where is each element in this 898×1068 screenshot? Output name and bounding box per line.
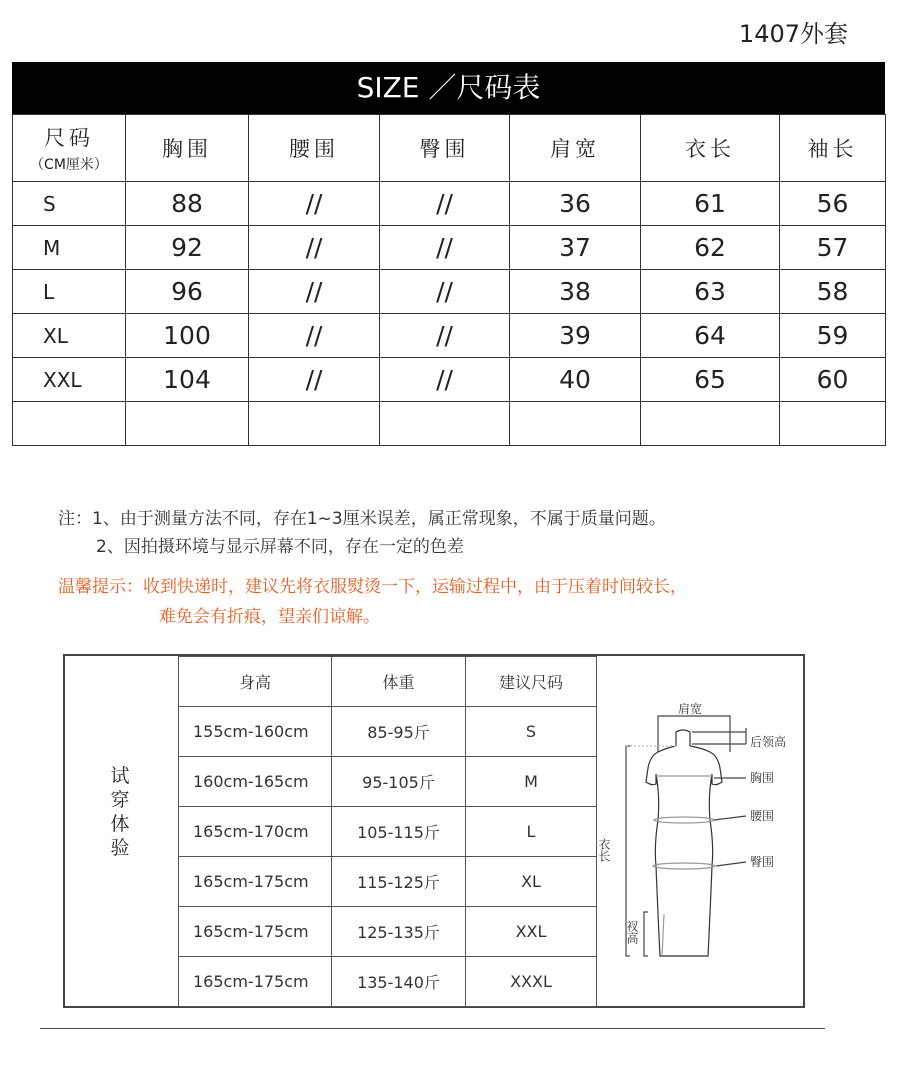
header-weight: 体重	[332, 657, 466, 707]
size-cell: XL	[13, 314, 126, 358]
height-cell: 165cm-170cm	[179, 807, 332, 857]
table-row	[179, 907, 597, 957]
value-cell: 57	[780, 226, 886, 270]
table-row	[179, 807, 597, 857]
label-hip: 臀围	[750, 855, 775, 869]
size-cell: M	[13, 226, 126, 270]
header-length: 衣长	[641, 115, 780, 182]
value-cell: //	[249, 358, 380, 402]
value-cell: 65	[641, 358, 780, 402]
weight-cell: 95-105斤	[332, 757, 466, 807]
value-cell: //	[380, 270, 510, 314]
measurement-notes	[58, 505, 666, 561]
empty-row	[13, 402, 886, 446]
size-cell: XL	[466, 857, 597, 907]
height-cell: 165cm-175cm	[179, 957, 332, 1007]
value-cell: 96	[126, 270, 249, 314]
value-cell: 100	[126, 314, 249, 358]
size-cell: XXL	[466, 907, 597, 957]
unit-note: （CM厘米）	[30, 157, 108, 173]
value-cell: 39	[510, 314, 641, 358]
header-chest: 胸围	[126, 115, 249, 182]
value-cell: 38	[510, 270, 641, 314]
header-size: 尺码 （CM厘米）	[13, 115, 126, 182]
height-cell: 160cm-165cm	[179, 757, 332, 807]
header-height: 身高	[179, 657, 332, 707]
weight-cell: 85-95斤	[332, 707, 466, 757]
label-length: 衣长	[597, 838, 611, 862]
size-cell: L	[466, 807, 597, 857]
value-cell: //	[249, 314, 380, 358]
value-cell: 61	[641, 182, 780, 226]
table-row	[13, 226, 886, 270]
label-slit: 衩高	[625, 920, 639, 944]
label-back-collar: 后领高	[750, 735, 787, 749]
size-chart-table	[12, 114, 886, 446]
bottom-divider	[40, 1028, 825, 1029]
value-cell: 63	[641, 270, 780, 314]
weight-cell: 115-125斤	[332, 857, 466, 907]
table-row	[13, 358, 886, 402]
size-cell: S	[13, 182, 126, 226]
table-row	[179, 757, 597, 807]
dress-measurement-diagram	[596, 656, 803, 1006]
size-cell: XXL	[13, 358, 126, 402]
value-cell: 40	[510, 358, 641, 402]
table-row	[13, 182, 886, 226]
value-cell: //	[380, 182, 510, 226]
note-line-1: 注：1、由于测量方法不同，存在1~3厘米误差，属正常现象，不属于质量问题。	[58, 509, 666, 529]
size-cell: XXXL	[466, 957, 597, 1007]
size-cell: M	[466, 757, 597, 807]
header-recommended-size: 建议尺码	[466, 657, 597, 707]
value-cell: //	[249, 226, 380, 270]
height-cell: 165cm-175cm	[179, 907, 332, 957]
fit-experience-box	[63, 654, 805, 1008]
size-cell: S	[466, 707, 597, 757]
height-cell: 155cm-160cm	[179, 707, 332, 757]
tip-line-1: 温馨提示：收到快递时，建议先将衣服熨烫一下，运输过程中，由于压着时间较长，	[58, 577, 687, 597]
fit-experience-table	[178, 656, 597, 1007]
label-waist: 腰围	[750, 809, 775, 823]
value-cell: 62	[641, 226, 780, 270]
fit-experience-label: 试穿体验	[110, 765, 130, 859]
note-line-2: 2、因拍摄环境与显示屏幕不同，存在一定的色差	[96, 537, 464, 557]
value-cell: 58	[780, 270, 886, 314]
weight-cell: 105-115斤	[332, 807, 466, 857]
table-row	[179, 707, 597, 757]
header-waist: 腰围	[249, 115, 380, 182]
height-cell: 165cm-175cm	[179, 857, 332, 907]
value-cell: 36	[510, 182, 641, 226]
label-shoulder: 肩宽	[678, 702, 703, 716]
table-row	[179, 957, 597, 1007]
header-shoulder: 肩宽	[510, 115, 641, 182]
table-row	[179, 857, 597, 907]
warm-tips	[58, 572, 687, 632]
value-cell: //	[249, 182, 380, 226]
size-chart-header-row	[13, 115, 886, 182]
tip-line-2: 难免会有折痕，望亲们谅解。	[159, 607, 380, 627]
label-chest: 胸围	[750, 771, 775, 785]
value-cell: //	[249, 270, 380, 314]
size-cell: L	[13, 270, 126, 314]
value-cell: 104	[126, 358, 249, 402]
value-cell: 56	[780, 182, 886, 226]
value-cell: 92	[126, 226, 249, 270]
value-cell: 59	[780, 314, 886, 358]
fit-header-row	[179, 657, 597, 707]
size-chart-title: SIZE ／尺码表	[12, 62, 885, 114]
table-row	[13, 314, 886, 358]
value-cell: 60	[780, 358, 886, 402]
value-cell: //	[380, 358, 510, 402]
weight-cell: 135-140斤	[332, 957, 466, 1007]
header-sleeve: 袖长	[780, 115, 886, 182]
value-cell: 64	[641, 314, 780, 358]
weight-cell: 125-135斤	[332, 907, 466, 957]
header-hip: 臀围	[380, 115, 510, 182]
value-cell: //	[380, 226, 510, 270]
value-cell: 88	[126, 182, 249, 226]
table-row	[13, 270, 886, 314]
value-cell: //	[380, 314, 510, 358]
value-cell: 37	[510, 226, 641, 270]
product-code: 1407外套	[738, 20, 848, 48]
